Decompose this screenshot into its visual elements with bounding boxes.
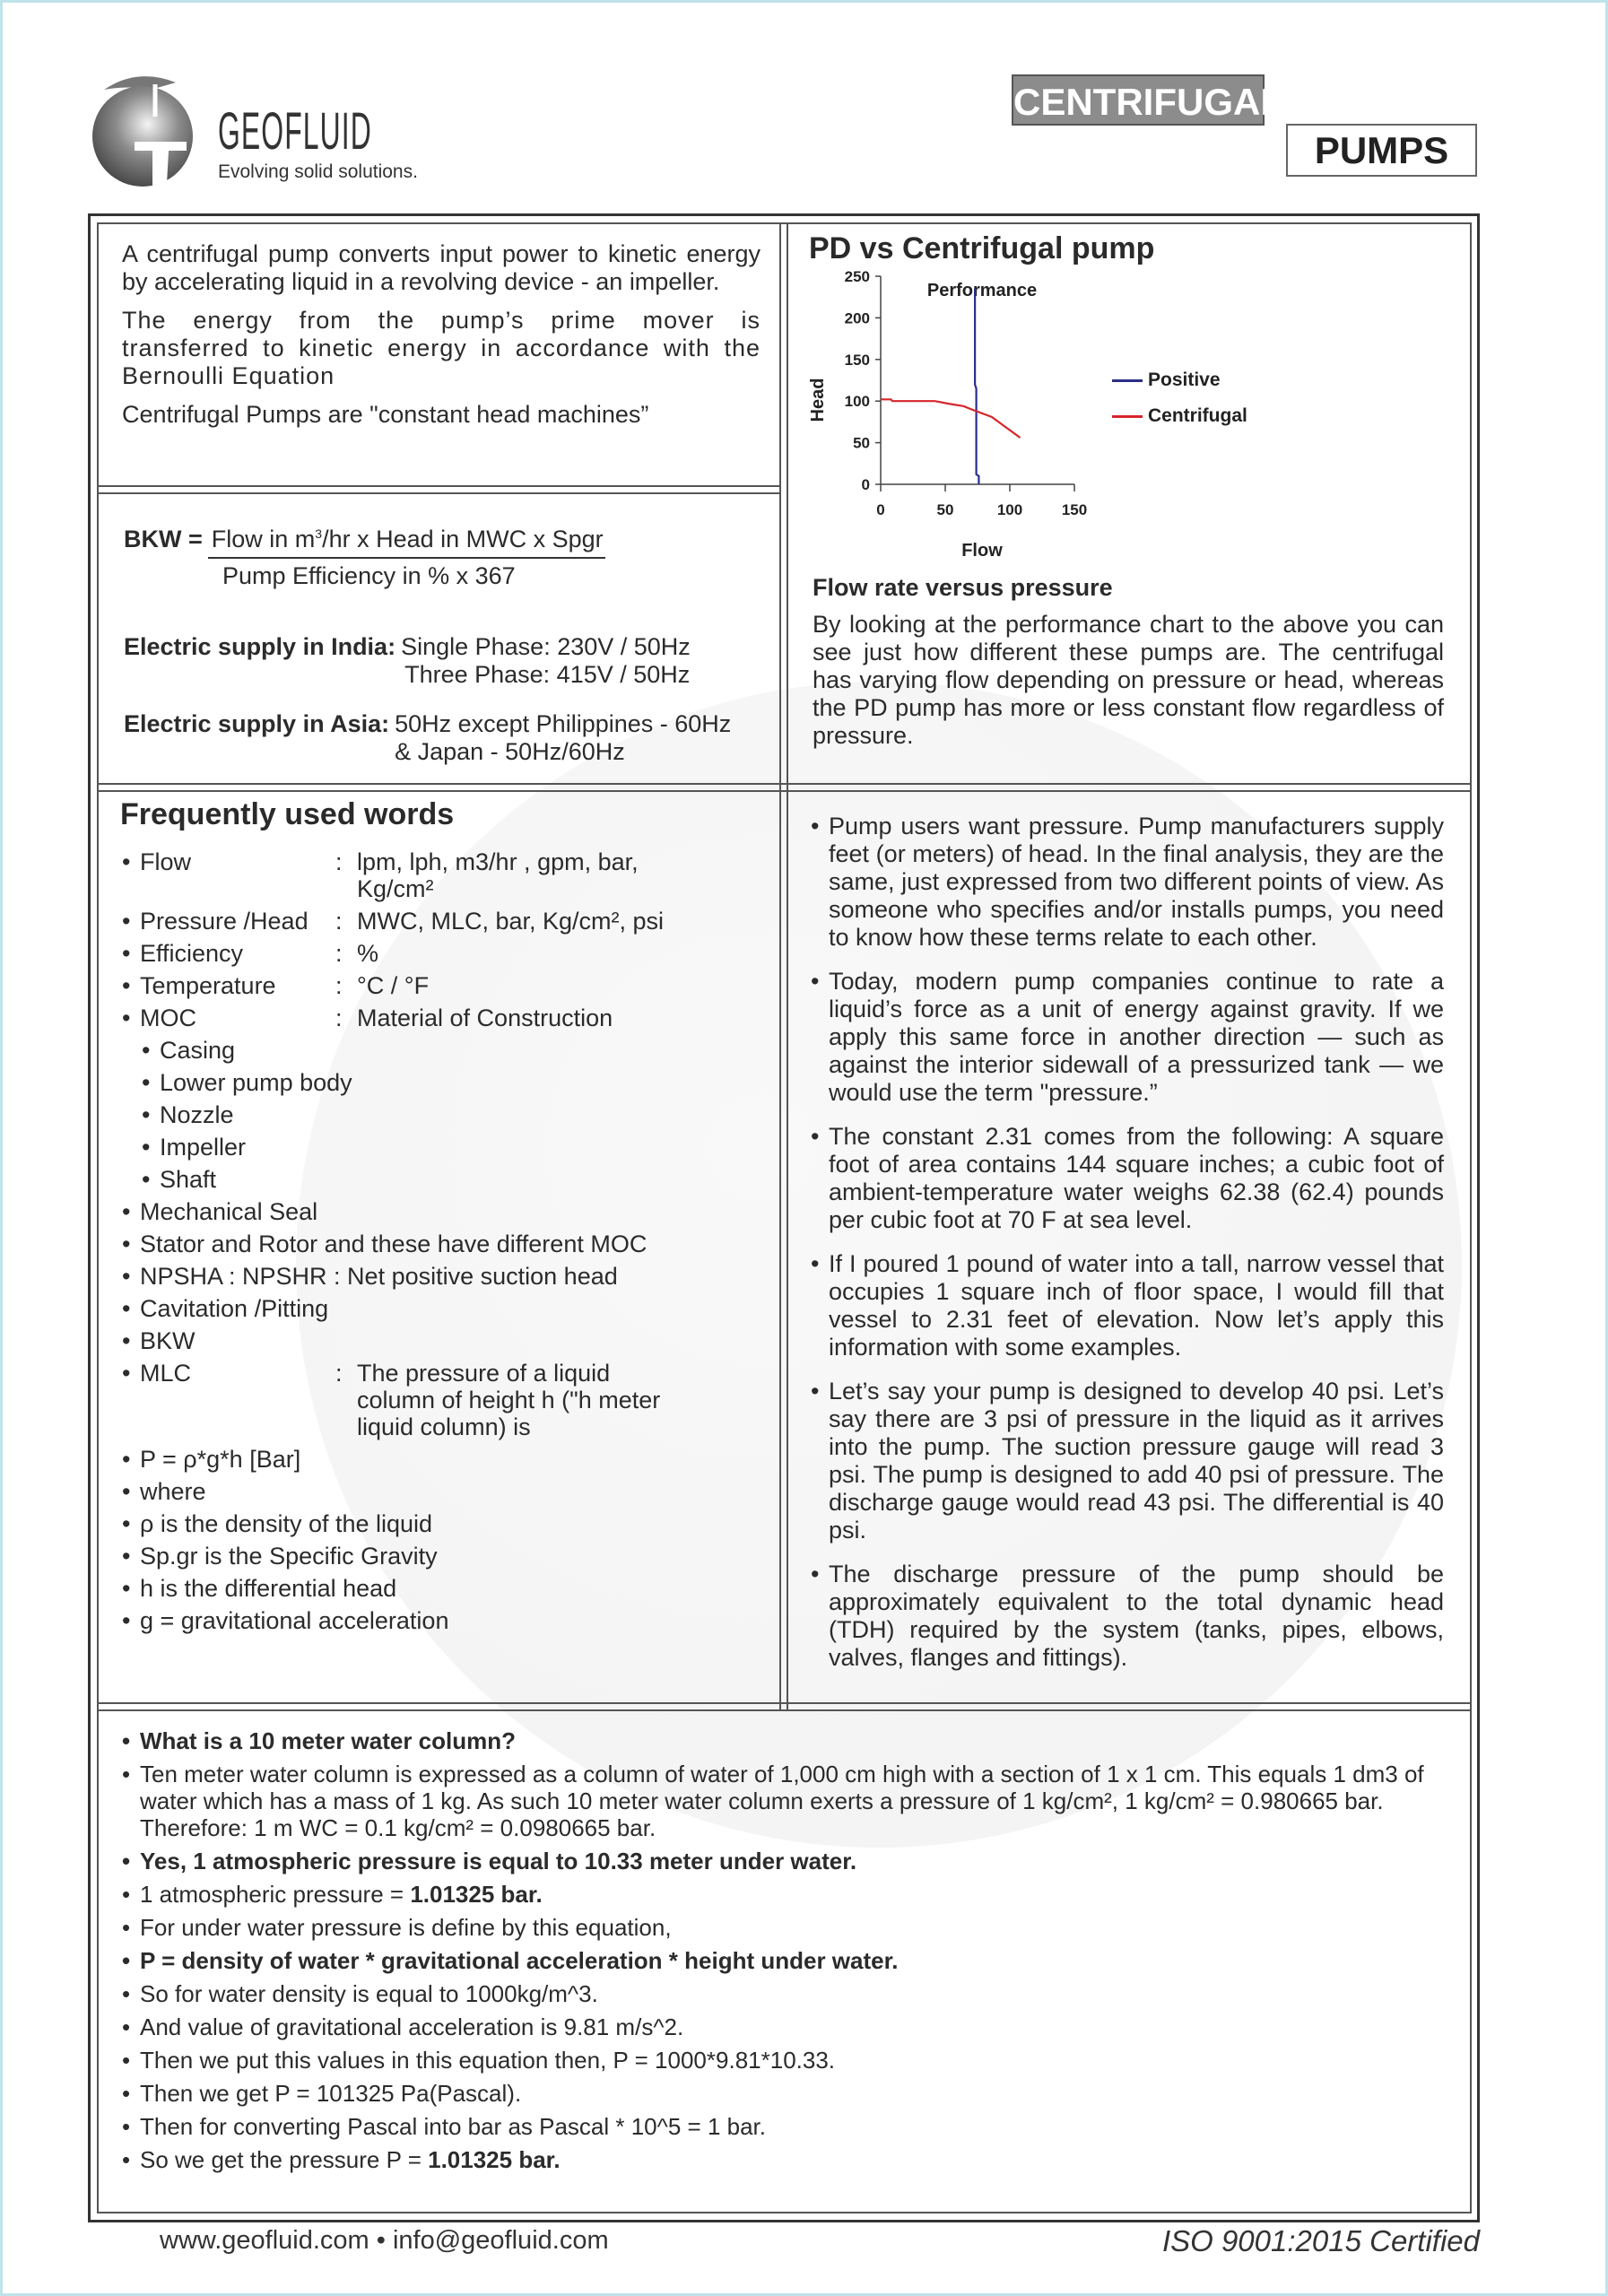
word-def: °C / °F (357, 972, 430, 999)
asia-line: 50Hz except Philippines - 60Hz (395, 710, 732, 737)
legend-swatch-positive (1112, 379, 1143, 382)
title-pumps: PUMPS (1286, 124, 1477, 177)
divider (97, 783, 1472, 785)
wc-text: 1 atmospheric pressure = (140, 1881, 411, 1908)
word-item: • Stator and Rotor and these have different MOC (120, 1231, 766, 1257)
note-item: • Pump users want pressure. Pump manufacturers supply feet (or meters) of head. In the final analysis, they are the same, just expressed from two different points of view. As someone who specifies and/or installs pumps, you need to know how these terms relate to each other. (809, 813, 1444, 952)
divider (97, 1702, 1472, 1704)
word-def: % (357, 940, 379, 967)
y-tick-label: 100 (844, 393, 870, 411)
legend-centrifugal (1112, 405, 1247, 427)
word-item: • Flow : lpm, lph, m3/hr , gpm, bar, Kg/cm² (120, 848, 766, 902)
y-tick-label: 200 (844, 309, 870, 327)
divider (97, 492, 780, 494)
word-item: • MLC : The pressure of a liquid column of height h ("h meter liquid column) is (120, 1360, 766, 1440)
water-column-section (120, 1727, 1456, 2179)
wc-line: • Then we get P = 101325 Pa(Pascal). (120, 2080, 1456, 2107)
word-def: lpm, lph, m3/hr , gpm, bar, Kg/cm² (357, 848, 639, 902)
word-item: • Pressure /Head : MWC, MLC, bar, Kg/cm², psi (120, 908, 766, 935)
legend-label: Centrifugal (1148, 405, 1247, 426)
electric-supply-asia (124, 710, 778, 766)
word-item: • h is the differential head (120, 1575, 766, 1602)
bkw-numerator (208, 520, 605, 559)
flow-rate-section (813, 574, 1444, 761)
title-centrifugal: CENTRIFUGAL (1012, 74, 1265, 126)
word-item: • Efficiency : % (120, 940, 766, 967)
moc-subitem: • Shaft (140, 1166, 766, 1193)
word-item: • Temperature : °C / °F (120, 972, 766, 999)
word-item: • P = ρ*g*h [Bar] (120, 1446, 766, 1473)
x-tick-label: 150 (1061, 501, 1088, 518)
legend-label: Positive (1148, 370, 1221, 390)
water-column-list (120, 1727, 1456, 2173)
chart-xlabel: Flow (961, 541, 1003, 561)
note-item: • Today, modern pump companies continue to rate a liquid’s force as a unit of energy against gravity. If we apply this same force in another direction — such as against the interior sidewall of a pressurized tank — we would use the term "pressure.” (809, 968, 1444, 1107)
word-def: MWC, MLC, bar, Kg/cm², psi (357, 908, 665, 935)
word-def: The pressure of a liquid column of height h ("h meter liquid column) is (357, 1360, 661, 1440)
x-tick-label: 100 (996, 501, 1023, 518)
pd-section (809, 231, 1455, 265)
y-tick-label: 150 (844, 351, 870, 369)
series-line-centrifugal (881, 399, 1021, 438)
chart-legend (1112, 370, 1291, 441)
wc-line: • Then for converting Pascal into bar as Pascal * 10^5 = 1 bar. (120, 2113, 1456, 2140)
bkw-denominator: Pump Efficiency in % x 367 (222, 562, 516, 589)
chart-title: Performance (926, 281, 1038, 300)
word-term: MOC (140, 1004, 196, 1031)
divider (97, 790, 1472, 792)
note-item: • The constant 2.31 comes from the following: A square foot of area contains 144 square inches; a cubic foot of ambient-temperature water weighs 62.38 (62.4) pounds per cubic foot at 70 F at sea level. (809, 1123, 1444, 1234)
word-item: • g = gravitational acceleration (120, 1607, 766, 1634)
moc-subitem: • Casing (140, 1037, 766, 1064)
intro-paragraph: A centrifugal pump converts input power to kinetic energy by accelerating liquid in a revolving device - an impeller. (122, 240, 761, 295)
word-item: • ρ is the density of the liquid (120, 1510, 766, 1537)
note-item: • If I poured 1 pound of water into a tall, narrow vessel that occupies 1 square inch of floor space, I would fill that vessel to 2.31 feet of elevation. Now let’s apply this information with some examples. (809, 1250, 1444, 1361)
word-item: • Cavitation /Pitting (120, 1295, 766, 1322)
flow-rate-heading: Flow rate versus pressure (813, 574, 1113, 601)
numerator-sup: 3 (315, 526, 323, 541)
series-line-positive (975, 289, 978, 484)
word-item: • Sp.gr is the Specific Gravity (120, 1543, 766, 1570)
word-term: Temperature (140, 972, 276, 999)
legend-positive (1112, 370, 1221, 391)
pressure-notes-list (809, 813, 1444, 1672)
india-three-phase: Three Phase: 415V / 50Hz (404, 661, 691, 688)
x-tick-label: 50 (936, 501, 954, 518)
note-item: • Let’s say your pump is designed to develop 40 psi. Let’s say there are 3 psi of pressure in the liquid as it arrives into the pump. The suction pressure gauge will read 3 psi. The pump is designed to add 40 psi of pressure. The discharge gauge would read 43 psi. The differential is 40 psi. (809, 1378, 1444, 1544)
intro-paragraph: Centrifugal Pumps are "constant head machines” (122, 401, 649, 428)
asia-label: Electric supply in Asia: (124, 710, 390, 737)
wc-final (120, 2146, 1456, 2173)
wc-atm-statement: • Yes, 1 atmospheric pressure is equal to 10.33 meter under water. (120, 1848, 1456, 1874)
legend-swatch-centrifugal (1112, 415, 1143, 418)
wc-equation: • P = density of water * gravitational acceleration * height under water. (120, 1947, 1456, 1974)
word-term: Efficiency (140, 940, 244, 967)
moc-subitem: • Impeller (140, 1134, 766, 1161)
geofluid-logo-icon (88, 72, 197, 188)
numerator-text: /hr x Head in MWC x Spgr (322, 526, 604, 552)
intro-section (122, 240, 761, 439)
asia-values (395, 710, 778, 766)
frequent-words-list (120, 848, 766, 1634)
wc-line: • Then we put this values in this equation then, P = 1000*9.81*10.33. (120, 2047, 1456, 2074)
brand-tagline: Evolving solid solutions. (218, 161, 418, 182)
column-divider (787, 222, 788, 1709)
note-item: • The discharge pressure of the pump should be approximately equivalent to the total dynamic head (TDH) required by the system (tanks, pipes, elbows, valves, flanges and fittings). (809, 1561, 1444, 1672)
asia-line: & Japan - 50Hz/60Hz (395, 738, 625, 765)
electric-supply (124, 633, 778, 689)
wc-question: • What is a 10 meter water column? (120, 1727, 1456, 1754)
y-tick-label: 0 (861, 476, 870, 493)
frequent-words-title: Frequently used words (120, 797, 455, 831)
wc-line: • So for water density is equal to 1000kg/m^3. (120, 1980, 1456, 2007)
moc-subitem: • Nozzle (140, 1101, 766, 1128)
brand-name: GEOFLUID (218, 102, 372, 161)
divider (97, 485, 780, 487)
word-item: • BKW (120, 1327, 766, 1354)
moc-subitem: • Lower pump body (140, 1069, 766, 1096)
footer-certification: ISO 9001:2015 Certified (1161, 2224, 1480, 2257)
frequent-words-section (120, 797, 766, 1639)
word-item: • NPSHA : NPSHR : Net positive suction head (120, 1263, 766, 1290)
bkw-formula (124, 520, 778, 559)
wc-text: So we get the pressure P = (140, 2146, 429, 2173)
column-divider (779, 222, 781, 1709)
intro-paragraph: The energy from the pump’s prime mover is transferred to kinetic energy in accordance with the Bernoulli Equation (122, 307, 761, 389)
wc-answer: • Ten meter water column is expressed as a column of water of 1,000 cm high with a section of 1 x 1 cm. This equals 1 dm3 of water which has a mass of 1 kg. As such 10 meter water column exerts a pressure of 1 kg/cm², 1 kg/cm² = 0.980665 bar. Therefore: 1 m WC = 0.1 kg/cm² = 0.0980665 bar. (120, 1761, 1456, 1841)
india-single-phase: Single Phase: 230V / 50Hz (401, 633, 691, 660)
wc-line: • For under water pressure is define by this equation, (120, 1914, 1456, 1941)
footer-contact[interactable]: www.geofluid.com • info@geofluid.com (160, 2226, 609, 2255)
y-tick-label: 250 (844, 269, 870, 285)
x-tick-label: 0 (876, 501, 885, 518)
wc-bold-value: 1.01325 bar. (410, 1881, 543, 1908)
y-tick-label: 50 (853, 434, 870, 452)
word-def: Material of Construction (357, 1004, 613, 1031)
pd-section-title: PD vs Centrifugal pump (809, 231, 1155, 265)
word-item: • where (120, 1478, 766, 1505)
bkw-section (124, 520, 778, 766)
chart-ylabel: Head (808, 378, 828, 422)
india-label: Electric supply in India: (124, 633, 396, 660)
wc-atm-pressure (120, 1881, 1456, 1908)
divider (97, 1709, 1472, 1711)
word-item: • MOC : Material of Construction (120, 1004, 766, 1031)
word-term: Pressure /Head (140, 908, 309, 935)
word-term: Flow (140, 848, 192, 875)
pressure-notes-section (809, 813, 1444, 1688)
word-item: • Mechanical Seal (120, 1198, 766, 1225)
wc-bold-value: 1.01325 bar. (428, 2146, 561, 2173)
wc-line: • And value of gravitational acceleration is 9.81 m/s^2. (120, 2013, 1456, 2040)
word-term: MLC (140, 1360, 192, 1387)
bkw-lhs: BKW = (124, 526, 203, 552)
flow-rate-paragraph: By looking at the performance chart to the above you can see just how different these pumps are. The centrifugal has varying flow depending on pressure or head, whereas the PD pump has more or less constant flow regardless of pressure. (813, 611, 1444, 749)
india-values (401, 633, 778, 689)
numerator-text: Flow in m (211, 526, 316, 552)
